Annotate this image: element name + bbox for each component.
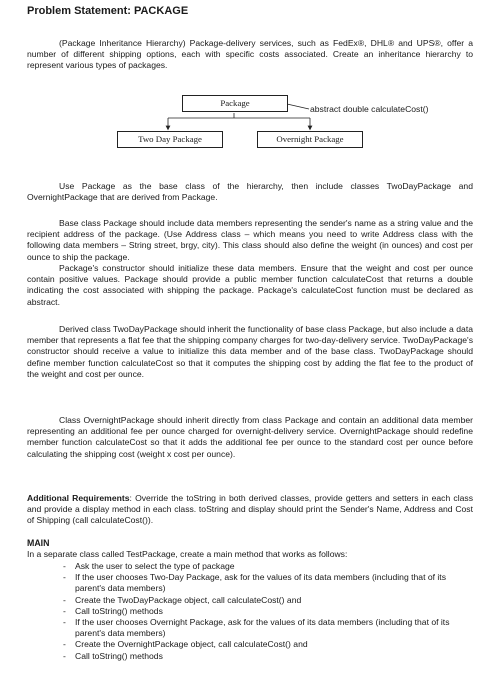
use-package-paragraph: Use Package as the base class of the hierarchy, then include classes TwoDayPackage and OvernightPackage that are derived from Package. [27,181,473,203]
list-item: - Call toString() methods [27,651,473,662]
constructor-paragraph: Package's constructor should initialize these data members. Ensure that the weight and cost per ounce contain positive values. Package should provide a public member function calculateCost that returns a double indicating the cost associated with shipping the package. Package's calculateCost function must be declared as abstract. [27,263,473,307]
page-title: Problem Statement: PACKAGE [27,5,189,17]
additional-requirements [27,493,473,527]
additional-text: : Override the toString in both derived classes, provide getters and setters in each class and provide a display method in each class. toString and display should print the Sender's Name, Address and Cost of Shipping (call calculateCost()). [27,493,474,526]
list-item: - Create the OvernightPackage object, call calculateCost() and [27,639,473,650]
additional-label: Additional Requirements [27,493,130,503]
two-day-paragraph: Derived class TwoDayPackage should inherit the functionality of base class Package, but also include a data member that represents a flat fee that the shipping company charges for two-day-delivery service. TwoDayPackage's constructor should receive a value to initialize this data member and of the base class. TwoDayPackage should define member function calculateCost so that it computes the shipping cost by adding the flat fee to the product of the weight and cost per ounce. [27,324,473,379]
list-item: - If the user chooses Two-Day Package, ask for the values of its data members (including that of its parent's data members) [27,572,473,594]
base-class-paragraph: Base class Package should include data members representing the sender's name as a string value and the recipient address of the package. (Use Address class – which means you need to write Address class with the following data members – String street, brgy, city). This class should also define the weight (in ounces) and cost per ounce to ship the package. [27,218,473,262]
overnight-paragraph: Class OvernightPackage should inherit directly from class Package and contain an additional data member representing an additional fee per ounce charged for overnight-delivery service. OvernightPackage should redefine member function calculateCost so that it adds the additional fee per ounce to the standard cost per ounce before calculating the shipping cost (weight x cost per ounce). [27,415,473,459]
inheritance-diagram [0,90,496,152]
main-intro: In a separate class called TestPackage, create a main method that works as follows: [27,549,348,559]
list-item: - Ask the user to select the type of package [27,561,473,572]
package-class-box: Package [182,95,288,112]
overnight-package-box: Overnight Package [257,131,363,148]
main-steps-list [27,561,473,662]
main-heading: MAIN [27,538,50,548]
abstract-method-note: abstract double calculateCost() [310,104,429,114]
intro-paragraph: (Package Inheritance Hierarchy) Package-delivery services, such as FedEx®, DHL® and UPS®, offer a number of different shipping options, each with specific costs associated. Create an inheritance hierarchy to represent various types of packages. [27,38,473,71]
list-item: - Create the TwoDayPackage object, call calculateCost() and [27,595,473,606]
list-item: - If the user chooses Overnight Package, ask for the values of its data members (including that of its parent's data members) [27,617,473,639]
two-day-package-box: Two Day Package [117,131,223,148]
list-item: - Call toString() methods [27,606,473,617]
